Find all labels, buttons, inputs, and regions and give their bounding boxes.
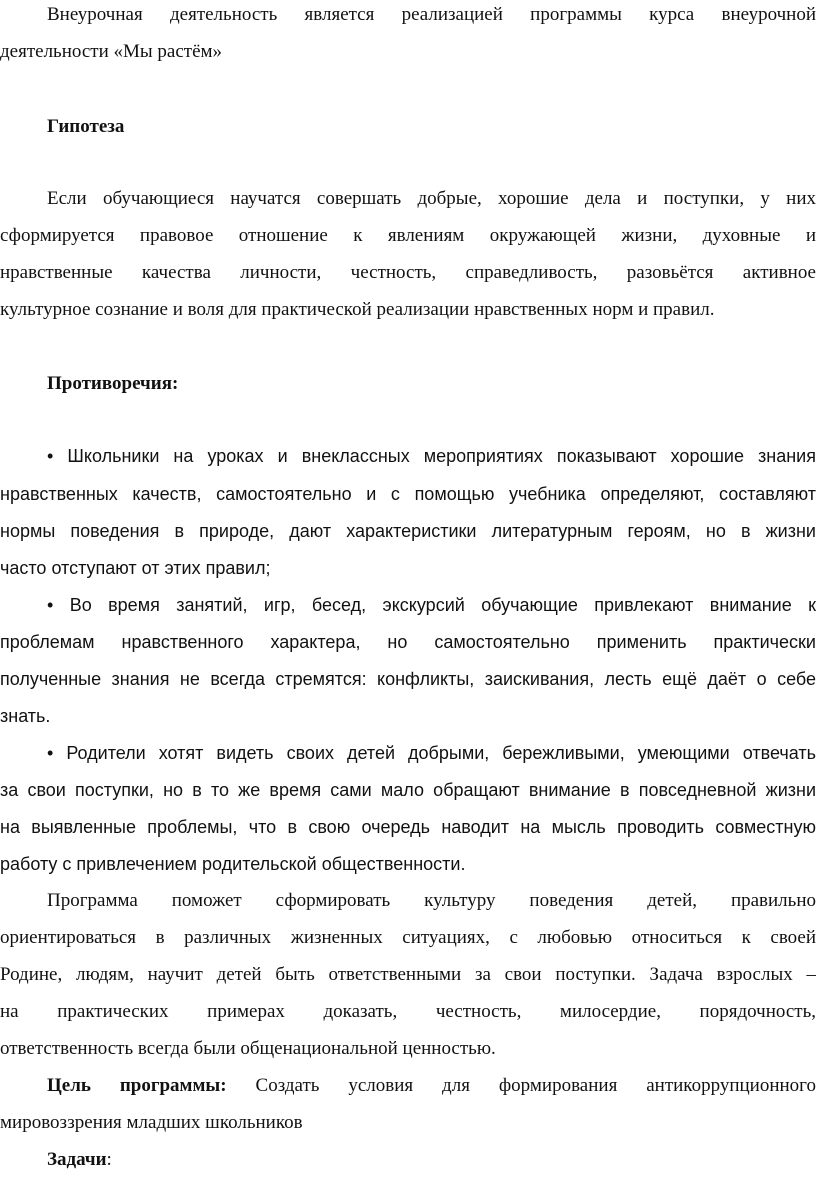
contradictions-heading: Противоречия: (47, 373, 179, 394)
program-line-5: ответственность всегда были общенациональной ценностью. (0, 1038, 496, 1059)
bullet-1-line-1 (0, 441, 816, 471)
bullet-icon: • (47, 446, 54, 466)
bullet-1-line-2: нравственных качеств, самостоятельно и с помощью учебника определяют, составляют (0, 484, 816, 504)
intro-line-1: Внеурочная деятельность является реализацией программы курса внеурочной (47, 4, 816, 25)
bullet-3-line-3: на выявленные проблемы, что в свою очередь наводит на мысль проводить совместную (0, 817, 816, 837)
program-line-3: Родине, людям, научит детей быть ответственными за свои поступки. Задача взрослых – (0, 964, 816, 985)
bullet-2-line-3: полученные знания не всегда стремятся: конфликты, заискивания, лесть ещё даёт о себе (0, 669, 816, 689)
program-line-4: на практических примерах доказать, честность, милосердие, порядочность, (0, 1001, 816, 1022)
bullet-3-line-2: за свои поступки, но в то же время сами мало обращают внимание в повседневной жизни (0, 780, 816, 800)
bullet-icon: • (47, 595, 54, 615)
intro-line-2: деятельности «Мы растём» (0, 41, 223, 62)
hypothesis-line-1: Если обучающиеся научатся совершать добрые, хорошие дела и поступки, у них (47, 188, 816, 209)
bullet-1-text: Школьники на уроках и внеклассных мероприятиях показывают хорошие знания (67, 446, 816, 466)
bullet-3-text: Родители хотят видеть своих детей добрыми, бережливыми, умеющими отвечать (66, 743, 816, 763)
goal-text: Создать условия для формирования антикоррупционного (255, 1075, 816, 1096)
bullet-3-line-1 (0, 738, 816, 768)
bullet-2-line-1 (0, 590, 816, 620)
program-line-1: Программа поможет сформировать культуру поведения детей, правильно (47, 890, 816, 911)
tasks-colon: : (106, 1149, 112, 1170)
goal-line-1 (0, 1071, 816, 1101)
hypothesis-heading: Гипотеза (47, 116, 125, 137)
bullet-icon: • (47, 743, 54, 763)
bullet-3-line-4: работу с привлечением родительской общественности. (0, 854, 466, 874)
bullet-2-text: Во время занятий, игр, бесед, экскурсий обучающие привлекают внимание к (69, 595, 816, 615)
bullet-2-line-4: знать. (0, 706, 51, 726)
hypothesis-line-3: нравственные качества личности, честность, справедливость, разовьётся активное (0, 262, 816, 283)
bullet-1-line-3: нормы поведения в природе, дают характеристики литературным героям, но в жизни (0, 521, 816, 541)
bullet-2-line-2: проблемам нравственного характера, но самостоятельно применить практически (0, 632, 816, 652)
hypothesis-line-4: культурное сознание и воля для практической реализации нравственных норм и правил. (0, 299, 715, 320)
hypothesis-line-2: сформируется правовое отношение к явлениям окружающей жизни, духовные и (0, 225, 816, 246)
tasks-heading (0, 1145, 816, 1175)
program-line-2: ориентироваться в различных жизненных ситуациях, с любовью относиться к своей (0, 927, 816, 948)
tasks-label: Задачи (47, 1149, 107, 1170)
goal-label: Цель программы: (47, 1075, 227, 1096)
bullet-1-line-4: часто отступают от этих правил; (0, 558, 271, 578)
goal-line-2: мировоззрения младших школьников (0, 1112, 303, 1133)
